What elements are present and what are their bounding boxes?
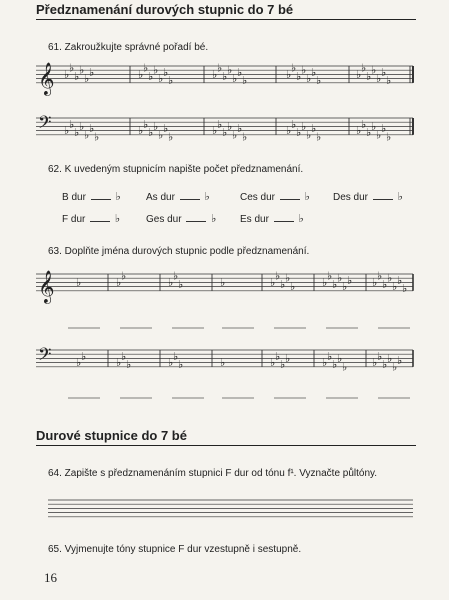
flat-icon: ♭ <box>270 275 276 289</box>
flat-icon: ♭ <box>392 360 398 374</box>
flat-icon: ♭ <box>332 278 338 291</box>
flat-icon: ♭ <box>158 128 164 142</box>
flat-icon: ♭ <box>377 269 383 283</box>
flat-icon: ♭ <box>322 275 328 289</box>
flat-icon: ♭ <box>342 360 348 374</box>
flat-icon: ♭ <box>306 128 312 142</box>
flat-icon: ♭ <box>222 70 228 83</box>
flat-icon: ♭ <box>392 280 398 294</box>
scale-name: Ges dur <box>146 214 182 225</box>
flat-icon: ♭ <box>237 122 243 135</box>
flat-icon: ♭ <box>242 130 248 144</box>
flat-icon: ♭ <box>116 356 122 370</box>
flat-icon: ♭ <box>220 275 226 289</box>
flat-icon: ♭ <box>79 63 85 77</box>
flat-icon: ♭ <box>138 124 144 138</box>
flat-icon: ♭ <box>89 122 95 135</box>
flat-icon: ♭ <box>285 351 291 365</box>
flat-icon: ♭ <box>311 122 317 135</box>
flat-icon: ♭ <box>372 356 378 370</box>
flat-icon: ♭ <box>382 358 388 372</box>
flat-icon: ♭ <box>361 117 367 131</box>
flat-icon: ♭ <box>275 349 281 363</box>
flat-icon: ♭ <box>290 280 296 294</box>
flat-icon: ♭ <box>64 124 70 138</box>
flat-icon: ♭ <box>361 61 367 75</box>
flat-icon: ♭ <box>89 65 95 79</box>
flat-icon: ♭ <box>115 190 121 203</box>
flat-icon: ♭ <box>232 128 238 142</box>
flat-icon: ♭ <box>270 356 276 370</box>
flat-icon: ♭ <box>138 67 144 81</box>
flat-icon: ♭ <box>322 356 328 370</box>
flat-icon: ♭ <box>84 128 90 142</box>
flat-icon: ♭ <box>366 70 372 83</box>
flat-icon: ♭ <box>337 271 343 285</box>
exercise-61-instruction: 61. Zakroužkujte správné pořadí bé. <box>48 42 209 53</box>
flat-icon: ♭ <box>402 282 408 296</box>
flat-icon: ♭ <box>386 74 392 88</box>
flat-icon: ♭ <box>178 358 184 372</box>
section-title-predznamenani: Předznamenání durových stupnic do 7 bé <box>36 2 416 20</box>
flat-icon: ♭ <box>356 124 362 138</box>
flat-icon: ♭ <box>163 122 169 135</box>
flat-icon: ♭ <box>64 67 70 81</box>
flat-icon: ♭ <box>291 117 297 131</box>
flat-icon: ♭ <box>69 117 75 131</box>
flat-icon: ♭ <box>376 72 382 86</box>
section-title-durove-stupnice: Durové stupnice do 7 bé <box>36 428 416 446</box>
flat-icon: ♭ <box>148 70 154 83</box>
flat-icon: ♭ <box>327 349 333 363</box>
flat-icon: ♭ <box>173 269 179 283</box>
scale-name: B dur <box>62 192 86 203</box>
flat-icon: ♭ <box>227 119 233 133</box>
flat-icon: ♭ <box>74 126 80 140</box>
flat-icon: ♭ <box>356 67 362 81</box>
exercise-63-instruction: 63. Doplňte jména durových stupnic podle předznamenání. <box>48 246 310 257</box>
flat-icon: ♭ <box>163 65 169 79</box>
flat-icon: ♭ <box>372 275 378 289</box>
flat-icon: ♭ <box>397 190 403 203</box>
bass-clef-icon: 𝄢 <box>38 112 52 137</box>
flat-icon: ♭ <box>74 70 80 83</box>
scale-name: Ces dur <box>240 192 276 203</box>
flat-icon: ♭ <box>311 65 317 79</box>
flat-icon: ♭ <box>371 63 377 77</box>
flat-icon: ♭ <box>280 278 286 291</box>
flat-icon: ♭ <box>298 212 304 225</box>
flat-icon: ♭ <box>222 126 228 140</box>
treble-clef-icon: 𝄞 <box>38 61 55 95</box>
flat-icon: ♭ <box>397 273 403 287</box>
flat-icon: ♭ <box>232 72 238 86</box>
bass-clef-icon: 𝄢 <box>38 344 52 369</box>
flat-icon: ♭ <box>153 119 159 133</box>
exercise-64-instruction: 64. Zapište s předznamenáním stupnici F dur od tónu f¹. Vyznačte půltóny. <box>48 468 378 479</box>
flat-icon: ♭ <box>286 67 292 81</box>
flat-icon: ♭ <box>204 190 210 203</box>
scale-name: Des dur <box>333 192 369 203</box>
flat-icon: ♭ <box>286 124 292 138</box>
scale-name: F dur <box>62 214 86 225</box>
flat-icon: ♭ <box>116 275 122 289</box>
flat-icon: ♭ <box>114 212 121 225</box>
flat-icon: ♭ <box>296 126 302 140</box>
flat-icon: ♭ <box>121 349 127 363</box>
flat-icon: ♭ <box>212 67 218 81</box>
flat-icon: ♭ <box>366 126 372 140</box>
flat-icon: ♭ <box>387 271 393 285</box>
flat-icon: ♭ <box>153 63 159 77</box>
flat-icon: ♭ <box>316 130 322 144</box>
flat-icon: ♭ <box>158 72 164 86</box>
flat-icon: ♭ <box>217 61 223 75</box>
flat-icon: ♭ <box>126 358 132 372</box>
flat-icon: ♭ <box>178 278 184 291</box>
exercise-62-instruction: 62. K uvedeným stupnicím napište počet předznamenání. <box>48 164 304 175</box>
flat-icon: ♭ <box>242 74 248 88</box>
treble-clef-icon: 𝄞 <box>38 269 55 303</box>
flat-icon: ♭ <box>301 63 307 77</box>
flat-icon: ♭ <box>217 117 223 131</box>
flat-icon: ♭ <box>168 74 174 88</box>
flat-icon: ♭ <box>301 119 307 133</box>
flat-icon: ♭ <box>397 354 403 367</box>
flat-icon: ♭ <box>212 124 218 138</box>
flat-icon: ♭ <box>371 119 377 133</box>
flat-icon: ♭ <box>332 358 338 372</box>
flat-icon: ♭ <box>168 275 174 289</box>
flat-icon: ♭ <box>285 271 291 285</box>
flat-icon: ♭ <box>79 119 85 133</box>
flat-icon: ♭ <box>306 72 312 86</box>
flat-icon: ♭ <box>237 65 243 79</box>
flat-icon: ♭ <box>381 122 387 135</box>
flat-icon: ♭ <box>69 61 75 75</box>
scale-name: As dur <box>146 192 175 203</box>
flat-icon: ♭ <box>275 269 281 283</box>
flat-icon: ♭ <box>342 280 348 294</box>
flat-icon: ♭ <box>143 61 149 75</box>
flat-icon: ♭ <box>381 65 387 79</box>
exercise-65-instruction: 65. Vyjmenujte tóny stupnice F dur vzestupně i sestupně. <box>48 544 302 555</box>
flat-icon: ♭ <box>173 349 179 363</box>
flat-icon: ♭ <box>168 130 174 144</box>
flat-icon: ♭ <box>148 126 154 140</box>
flat-icon: ♭ <box>76 275 82 289</box>
flat-icon: ♭ <box>382 278 388 291</box>
flat-icon: ♭ <box>387 351 393 365</box>
flat-icon: ♭ <box>76 356 82 370</box>
flat-icon: ♭ <box>280 358 286 372</box>
flat-icon: ♭ <box>143 117 149 131</box>
flat-icon: ♭ <box>377 349 383 363</box>
flat-icon: ♭ <box>211 212 217 225</box>
flat-icon: ♭ <box>168 356 174 370</box>
flat-icon: ♭ <box>220 356 226 370</box>
page-number: 16 <box>44 570 57 585</box>
flat-icon: ♭ <box>386 130 392 144</box>
flat-icon: ♭ <box>316 74 322 88</box>
flat-icon: ♭ <box>376 128 382 142</box>
flat-icon: ♭ <box>337 351 343 365</box>
flat-icon: ♭ <box>296 70 302 83</box>
flat-icon: ♭ <box>291 61 297 75</box>
flat-icon: ♭ <box>94 130 100 144</box>
flat-icon: ♭ <box>227 63 233 77</box>
flat-icon: ♭ <box>347 273 353 287</box>
flat-icon: ♭ <box>121 269 127 283</box>
scale-name: Es dur <box>240 214 269 225</box>
flat-icon: ♭ <box>81 349 87 363</box>
flat-icon: ♭ <box>327 269 333 283</box>
flat-icon: ♭ <box>304 190 310 203</box>
flat-icon: ♭ <box>84 72 90 86</box>
